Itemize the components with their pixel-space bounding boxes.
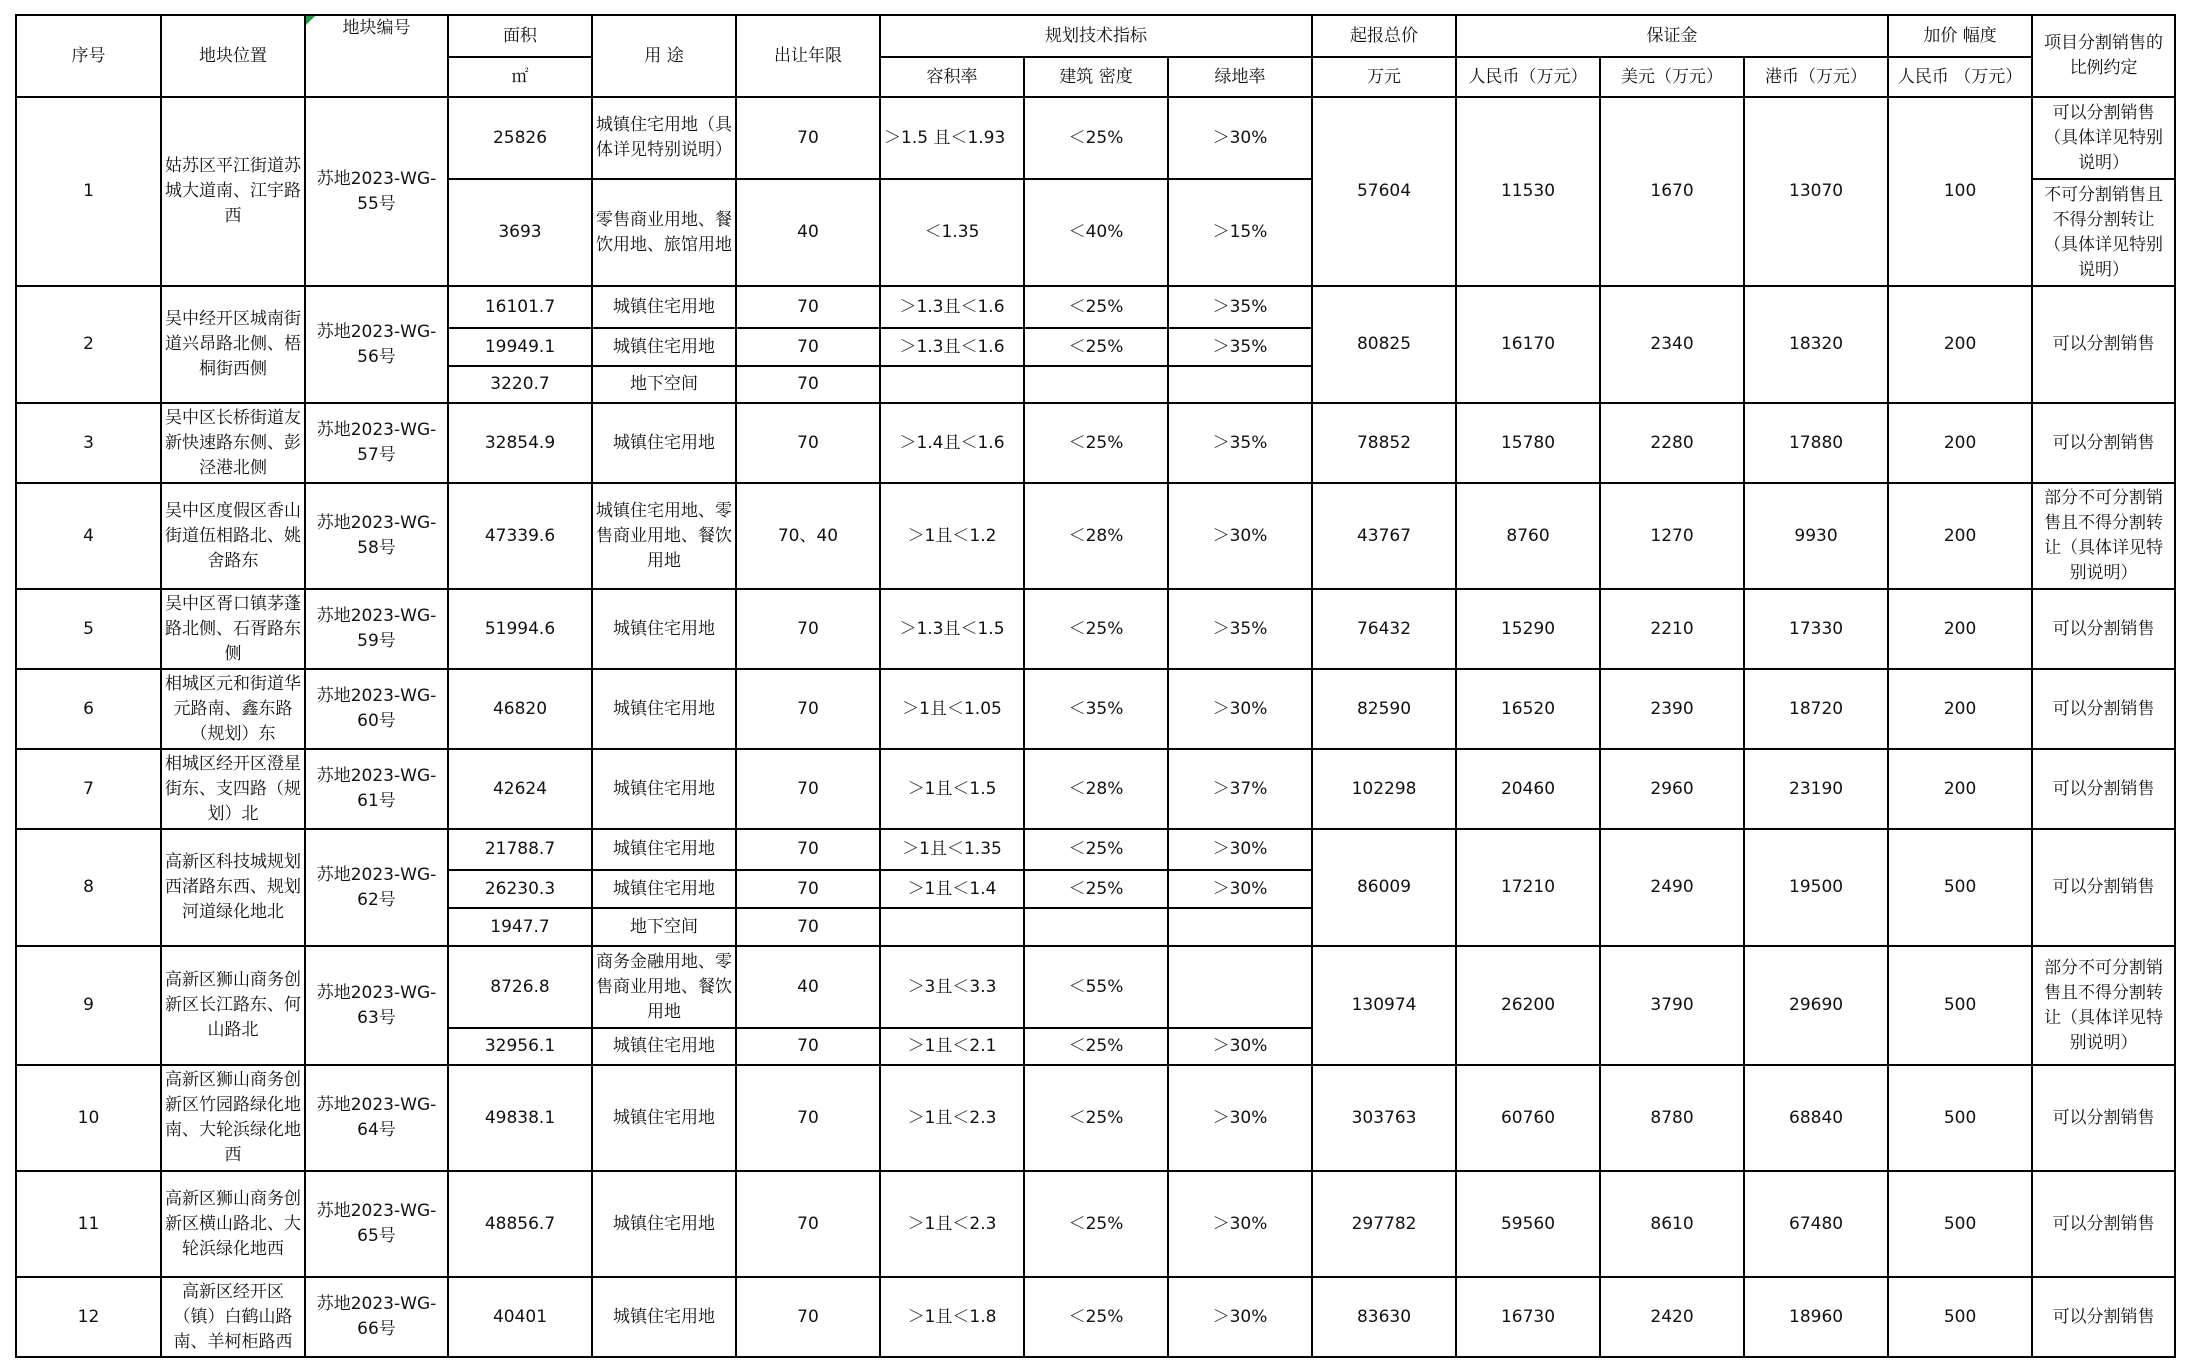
table-row — [16, 1171, 2175, 1277]
cell-parcel-code: 苏地2023-WG-60号 — [305, 669, 448, 749]
table-row — [16, 483, 2175, 589]
cell-use: 城镇住宅用地 — [592, 286, 736, 328]
cell-increment: 500 — [1888, 1065, 2032, 1171]
cell-split-sale: 可以分割销售 — [2032, 403, 2175, 483]
cell-increment: 200 — [1888, 403, 2032, 483]
cell-increment: 500 — [1888, 1171, 2032, 1277]
cell-term: 70 — [736, 589, 880, 669]
cell-use: 城镇住宅用地（具体详见特别说明） — [592, 97, 736, 179]
cell-deposit-rmb: 59560 — [1456, 1171, 1600, 1277]
cell-area: 40401 — [448, 1277, 592, 1357]
cell-term: 70 — [736, 669, 880, 749]
cell-split-sale: 可以分割销售 — [2032, 669, 2175, 749]
cell-term: 70 — [736, 908, 880, 946]
cell-density — [1024, 366, 1168, 403]
cell-area: 32854.9 — [448, 403, 592, 483]
cell-term: 70 — [736, 286, 880, 328]
cell-parcel-code: 苏地2023-WG-59号 — [305, 589, 448, 669]
header-seq: 序号 — [16, 15, 161, 97]
cell-green: ＞30% — [1168, 669, 1312, 749]
cell-use: 地下空间 — [592, 908, 736, 946]
cell-deposit-hkd: 29690 — [1744, 946, 1888, 1065]
header-density: 建筑 密度 — [1024, 57, 1168, 97]
cell-split-sale: 不可分割销售且不得分割转让（具体详见特别说明） — [2032, 179, 2175, 286]
table-row — [16, 749, 2175, 829]
cell-seq: 3 — [16, 403, 161, 483]
cell-green: ＞35% — [1168, 328, 1312, 366]
cell-far: ＞1且＜1.4 — [880, 870, 1024, 908]
cell-density: ＜25% — [1024, 589, 1168, 669]
cell-green: ＞37% — [1168, 749, 1312, 829]
cell-density: ＜25% — [1024, 328, 1168, 366]
cell-use: 商务金融用地、零售商业用地、餐饮用地 — [592, 946, 736, 1028]
cell-deposit-rmb: 60760 — [1456, 1065, 1600, 1171]
cell-split-sale: 可以分割销售 — [2032, 1065, 2175, 1171]
cell-deposit-rmb: 20460 — [1456, 749, 1600, 829]
cell-location: 高新区经开区（镇）白鹤山路南、羊柯柜路西 — [161, 1277, 305, 1357]
cell-split-sale: 部分不可分割销售且不得分割转让（具体详见特别说明） — [2032, 483, 2175, 589]
cell-area: 3693 — [448, 179, 592, 286]
cell-deposit-usd: 1270 — [1600, 483, 1744, 589]
cell-deposit-usd: 2280 — [1600, 403, 1744, 483]
cell-density: ＜25% — [1024, 286, 1168, 328]
table-row — [16, 286, 2175, 328]
cell-split-sale: 可以分割销售 — [2032, 1277, 2175, 1357]
cell-deposit-rmb: 16730 — [1456, 1277, 1600, 1357]
cell-parcel-code: 苏地2023-WG-61号 — [305, 749, 448, 829]
cell-density: ＜25% — [1024, 829, 1168, 870]
header-increment: 加价 幅度 — [1888, 15, 2032, 57]
cell-location: 吴中区胥口镇茅蓬路北侧、石胥路东侧 — [161, 589, 305, 669]
cell-deposit-rmb: 8760 — [1456, 483, 1600, 589]
cell-location: 高新区狮山商务创新区长江路东、何山路北 — [161, 946, 305, 1065]
header-far: 容积率 — [880, 57, 1024, 97]
cell-use: 地下空间 — [592, 366, 736, 403]
cell-green: ＞30% — [1168, 483, 1312, 589]
cell-use: 城镇住宅用地、零售商业用地、餐饮用地 — [592, 483, 736, 589]
cell-far — [880, 366, 1024, 403]
header-parcel-no: 地块编号 — [305, 15, 448, 97]
cell-area: 16101.7 — [448, 286, 592, 328]
cell-area: 49838.1 — [448, 1065, 592, 1171]
cell-area: 3220.7 — [448, 366, 592, 403]
table-row — [16, 589, 2175, 669]
cell-parcel-code: 苏地2023-WG-65号 — [305, 1171, 448, 1277]
cell-term: 70 — [736, 1277, 880, 1357]
cell-increment: 500 — [1888, 829, 2032, 946]
cell-term: 70 — [736, 328, 880, 366]
cell-increment: 500 — [1888, 946, 2032, 1065]
cell-green: ＞30% — [1168, 1065, 1312, 1171]
cell-density: ＜28% — [1024, 483, 1168, 589]
header-increment-unit: 人民币 （万元） — [1888, 57, 2032, 97]
cell-deposit-rmb: 26200 — [1456, 946, 1600, 1065]
table-row — [16, 97, 2175, 179]
cell-density: ＜25% — [1024, 870, 1168, 908]
cell-increment: 200 — [1888, 669, 2032, 749]
cell-green: ＞30% — [1168, 1277, 1312, 1357]
cell-parcel-code: 苏地2023-WG-64号 — [305, 1065, 448, 1171]
cell-area: 21788.7 — [448, 829, 592, 870]
header-location: 地块位置 — [161, 15, 305, 97]
cell-green — [1168, 908, 1312, 946]
cell-green: ＞35% — [1168, 286, 1312, 328]
table-row — [16, 669, 2175, 749]
cell-deposit-hkd: 13070 — [1744, 97, 1888, 286]
cell-far: ＜1.35 — [880, 179, 1024, 286]
cell-deposit-usd: 2490 — [1600, 829, 1744, 946]
cell-green: ＞30% — [1168, 870, 1312, 908]
header-start-price: 起报总价 — [1312, 15, 1456, 57]
cell-green: ＞15% — [1168, 179, 1312, 286]
header-split-sale: 项目分割销售的比例约定 — [2032, 15, 2175, 97]
cell-start-price: 86009 — [1312, 829, 1456, 946]
cell-seq: 10 — [16, 1065, 161, 1171]
cell-seq: 5 — [16, 589, 161, 669]
cell-use: 零售商业用地、餐饮用地、旅馆用地 — [592, 179, 736, 286]
cell-deposit-usd: 2390 — [1600, 669, 1744, 749]
cell-term: 70 — [736, 1171, 880, 1277]
cell-location: 吴中区度假区香山街道伍相路北、姚舍路东 — [161, 483, 305, 589]
cell-far: ＞1.3且＜1.6 — [880, 328, 1024, 366]
header-row-1 — [16, 15, 2175, 57]
cell-increment: 200 — [1888, 589, 2032, 669]
cell-location: 高新区科技城规划西渚路东西、规划河道绿化地北 — [161, 829, 305, 946]
cell-parcel-code: 苏地2023-WG-55号 — [305, 97, 448, 286]
cell-deposit-usd: 2210 — [1600, 589, 1744, 669]
cell-far: ＞1且＜2.3 — [880, 1171, 1024, 1277]
cell-use: 城镇住宅用地 — [592, 328, 736, 366]
cell-increment: 100 — [1888, 97, 2032, 286]
cell-green: ＞30% — [1168, 1171, 1312, 1277]
cell-deposit-rmb: 11530 — [1456, 97, 1600, 286]
cell-term: 70 — [736, 97, 880, 179]
cell-far — [880, 908, 1024, 946]
cell-far: ＞1且＜1.5 — [880, 749, 1024, 829]
cell-increment: 500 — [1888, 1277, 2032, 1357]
cell-deposit-usd: 2960 — [1600, 749, 1744, 829]
header-usd: 美元（万元） — [1600, 57, 1744, 97]
cell-seq: 11 — [16, 1171, 161, 1277]
cell-density: ＜25% — [1024, 1277, 1168, 1357]
cell-far: ＞1.3且＜1.6 — [880, 286, 1024, 328]
cell-green: ＞35% — [1168, 589, 1312, 669]
cell-area: 1947.7 — [448, 908, 592, 946]
cell-density: ＜25% — [1024, 1171, 1168, 1277]
cell-use: 城镇住宅用地 — [592, 829, 736, 870]
cell-seq: 1 — [16, 97, 161, 286]
cell-deposit-usd: 1670 — [1600, 97, 1744, 286]
cell-term: 70 — [736, 366, 880, 403]
cell-deposit-rmb: 15290 — [1456, 589, 1600, 669]
cell-green — [1168, 946, 1312, 1028]
cell-area: 25826 — [448, 97, 592, 179]
cell-far: ＞1且＜1.8 — [880, 1277, 1024, 1357]
cell-use: 城镇住宅用地 — [592, 749, 736, 829]
cell-area: 32956.1 — [448, 1028, 592, 1065]
cell-start-price: 57604 — [1312, 97, 1456, 286]
cell-deposit-hkd: 18320 — [1744, 286, 1888, 403]
cell-seq: 6 — [16, 669, 161, 749]
cell-use: 城镇住宅用地 — [592, 1277, 736, 1357]
cell-deposit-hkd: 23190 — [1744, 749, 1888, 829]
header-hkd: 港币（万元） — [1744, 57, 1888, 97]
cell-location: 姑苏区平江街道苏城大道南、江宇路西 — [161, 97, 305, 286]
cell-density: ＜55% — [1024, 946, 1168, 1028]
cell-far: ＞1且＜1.05 — [880, 669, 1024, 749]
cell-split-sale: 可以分割销售 — [2032, 829, 2175, 946]
cell-seq: 9 — [16, 946, 161, 1065]
cell-deposit-rmb: 16170 — [1456, 286, 1600, 403]
cell-start-price: 102298 — [1312, 749, 1456, 829]
land-parcel-table — [15, 14, 2176, 1358]
cell-seq: 12 — [16, 1277, 161, 1357]
cell-use: 城镇住宅用地 — [592, 870, 736, 908]
cell-deposit-hkd: 67480 — [1744, 1171, 1888, 1277]
table-row — [16, 829, 2175, 870]
cell-parcel-code: 苏地2023-WG-62号 — [305, 829, 448, 946]
cell-start-price: 130974 — [1312, 946, 1456, 1065]
table-row — [16, 946, 2175, 1028]
cell-green: ＞30% — [1168, 97, 1312, 179]
cell-deposit-rmb: 15780 — [1456, 403, 1600, 483]
cell-deposit-hkd: 19500 — [1744, 829, 1888, 946]
cell-density: ＜28% — [1024, 749, 1168, 829]
cell-split-sale: 可以分割销售 — [2032, 589, 2175, 669]
header-area-unit: ㎡ — [448, 57, 592, 97]
table-row — [16, 1277, 2175, 1357]
cell-split-sale: 可以分割销售 — [2032, 286, 2175, 403]
cell-split-sale: 可以分割销售 — [2032, 1171, 2175, 1277]
cell-term: 70 — [736, 870, 880, 908]
cell-far: ＞1.4且＜1.6 — [880, 403, 1024, 483]
cell-use: 城镇住宅用地 — [592, 1028, 736, 1065]
cell-area: 8726.8 — [448, 946, 592, 1028]
cell-green: ＞35% — [1168, 403, 1312, 483]
cell-deposit-hkd: 68840 — [1744, 1065, 1888, 1171]
table-row — [16, 403, 2175, 483]
cell-density: ＜25% — [1024, 1065, 1168, 1171]
cell-far: ＞1.3且＜1.5 — [880, 589, 1024, 669]
cell-density: ＜35% — [1024, 669, 1168, 749]
cell-density — [1024, 908, 1168, 946]
cell-use: 城镇住宅用地 — [592, 403, 736, 483]
cell-use: 城镇住宅用地 — [592, 1065, 736, 1171]
cell-term: 70 — [736, 1065, 880, 1171]
cell-parcel-code: 苏地2023-WG-63号 — [305, 946, 448, 1065]
header-usage: 用 途 — [592, 15, 736, 97]
cell-area: 19949.1 — [448, 328, 592, 366]
cell-deposit-hkd: 18960 — [1744, 1277, 1888, 1357]
cell-green — [1168, 366, 1312, 403]
cell-density: ＜25% — [1024, 403, 1168, 483]
cell-seq: 4 — [16, 483, 161, 589]
header-deposit: 保证金 — [1456, 15, 1888, 57]
cell-far: ＞3且＜3.3 — [880, 946, 1024, 1028]
cell-start-price: 83630 — [1312, 1277, 1456, 1357]
cell-parcel-code: 苏地2023-WG-66号 — [305, 1277, 448, 1357]
cell-deposit-usd: 3790 — [1600, 946, 1744, 1065]
cell-start-price: 303763 — [1312, 1065, 1456, 1171]
cell-deposit-hkd: 18720 — [1744, 669, 1888, 749]
cell-start-price: 80825 — [1312, 286, 1456, 403]
cell-deposit-hkd: 9930 — [1744, 483, 1888, 589]
cell-far: ＞1.5 且＜1.93 — [880, 97, 1024, 179]
cell-location: 吴中经开区城南街道兴昂路北侧、梧桐街西侧 — [161, 286, 305, 403]
cell-term: 70 — [736, 829, 880, 870]
cell-term: 40 — [736, 946, 880, 1028]
cell-split-sale: 可以分割销售 — [2032, 749, 2175, 829]
cell-deposit-usd: 2420 — [1600, 1277, 1744, 1357]
cell-split-sale: 部分不可分割销售且不得分割转让（具体详见特别说明） — [2032, 946, 2175, 1065]
cell-term: 70 — [736, 403, 880, 483]
cell-increment: 200 — [1888, 483, 2032, 589]
cell-area: 51994.6 — [448, 589, 592, 669]
header-planning: 规划技术指标 — [880, 15, 1312, 57]
header-green: 绿地率 — [1168, 57, 1312, 97]
header-rmb: 人民币（万元） — [1456, 57, 1600, 97]
cell-use: 城镇住宅用地 — [592, 1171, 736, 1277]
cell-area: 47339.6 — [448, 483, 592, 589]
cell-parcel-code: 苏地2023-WG-56号 — [305, 286, 448, 403]
cell-deposit-rmb: 16520 — [1456, 669, 1600, 749]
cell-term: 70 — [736, 1028, 880, 1065]
cell-deposit-hkd: 17330 — [1744, 589, 1888, 669]
cell-far: ＞1且＜2.3 — [880, 1065, 1024, 1171]
cell-deposit-usd: 8610 — [1600, 1171, 1744, 1277]
cell-deposit-usd: 8780 — [1600, 1065, 1744, 1171]
cell-seq: 7 — [16, 749, 161, 829]
cell-density: ＜40% — [1024, 179, 1168, 286]
cell-area: 26230.3 — [448, 870, 592, 908]
cell-seq: 8 — [16, 829, 161, 946]
cell-start-price: 78852 — [1312, 403, 1456, 483]
cell-term: 40 — [736, 179, 880, 286]
cell-seq: 2 — [16, 286, 161, 403]
cell-location: 相城区元和街道华元路南、鑫东路（规划）东 — [161, 669, 305, 749]
header-term: 出让年限 — [736, 15, 880, 97]
cell-start-price: 82590 — [1312, 669, 1456, 749]
cell-area: 46820 — [448, 669, 592, 749]
cell-parcel-code: 苏地2023-WG-57号 — [305, 403, 448, 483]
cell-location: 高新区狮山商务创新区横山路北、大轮浜绿化地西 — [161, 1171, 305, 1277]
cell-area: 42624 — [448, 749, 592, 829]
cell-location: 相城区经开区澄星街东、支四路（规划）北 — [161, 749, 305, 829]
cell-density: ＜25% — [1024, 1028, 1168, 1065]
cell-far: ＞1且＜2.1 — [880, 1028, 1024, 1065]
cell-deposit-usd: 2340 — [1600, 286, 1744, 403]
cell-location: 高新区狮山商务创新区竹园路绿化地南、大轮浜绿化地西 — [161, 1065, 305, 1171]
header-start-price-unit: 万元 — [1312, 57, 1456, 97]
cell-area: 48856.7 — [448, 1171, 592, 1277]
cell-parcel-code: 苏地2023-WG-58号 — [305, 483, 448, 589]
header-area: 面积 — [448, 15, 592, 57]
cell-green: ＞30% — [1168, 829, 1312, 870]
table-row — [16, 1065, 2175, 1171]
cell-term: 70 — [736, 749, 880, 829]
cell-use: 城镇住宅用地 — [592, 589, 736, 669]
cell-deposit-hkd: 17880 — [1744, 403, 1888, 483]
cell-split-sale: 可以分割销售（具体详见特别说明） — [2032, 97, 2175, 179]
cell-increment: 200 — [1888, 286, 2032, 403]
cell-green: ＞30% — [1168, 1028, 1312, 1065]
cell-far: ＞1且＜1.2 — [880, 483, 1024, 589]
cell-increment: 200 — [1888, 749, 2032, 829]
cell-start-price: 297782 — [1312, 1171, 1456, 1277]
cell-start-price: 76432 — [1312, 589, 1456, 669]
cell-term: 70、40 — [736, 483, 880, 589]
cell-far: ＞1且＜1.35 — [880, 829, 1024, 870]
cell-start-price: 43767 — [1312, 483, 1456, 589]
cell-use: 城镇住宅用地 — [592, 669, 736, 749]
cell-deposit-rmb: 17210 — [1456, 829, 1600, 946]
cell-location: 吴中区长桥街道友新快速路东侧、彭泾港北侧 — [161, 403, 305, 483]
cell-density: ＜25% — [1024, 97, 1168, 179]
land-auction-sheet — [15, 14, 2174, 1357]
